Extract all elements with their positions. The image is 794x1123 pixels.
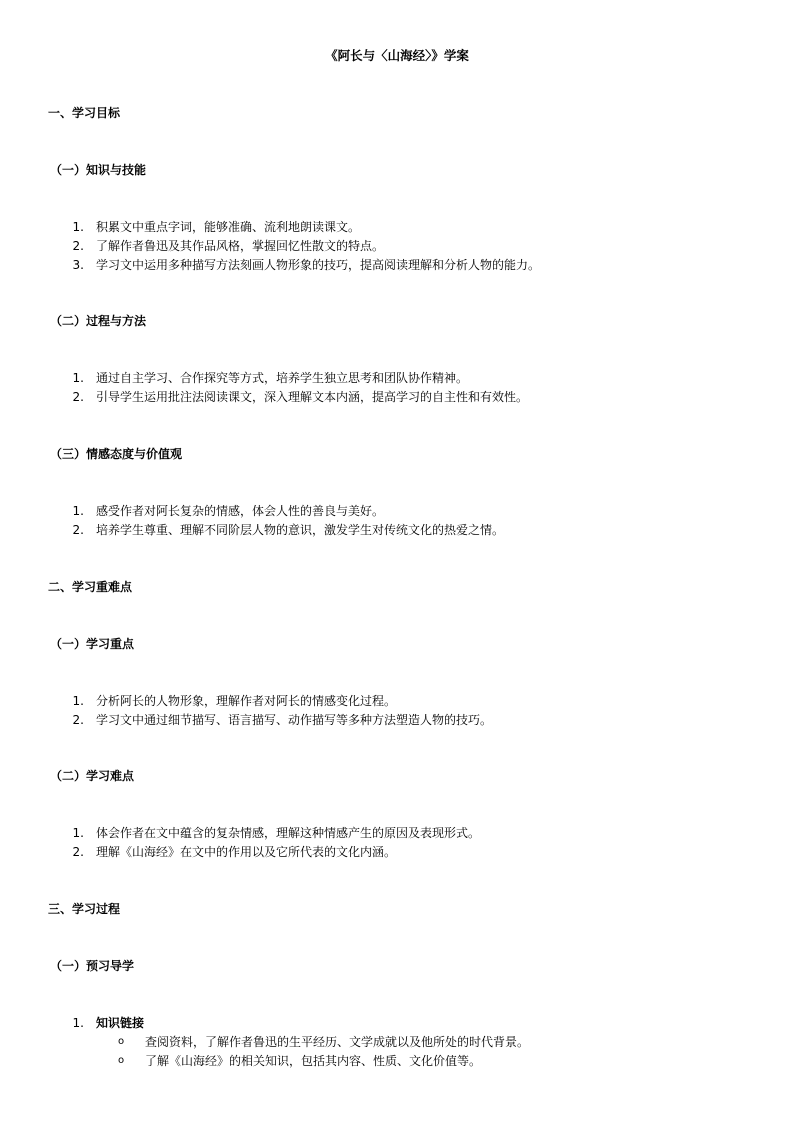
page-title: 《阿长与〈山海经〉》学案 [325,48,469,63]
list-number: 2. [72,845,84,859]
list-number: 2. [72,239,84,253]
list-item: 感受作者对阿长复杂的情感，体会人性的善良与美好。 [96,504,385,518]
list-item: 了解作者鲁迅及其作品风格，掌握回忆性散文的特点。 [96,239,385,253]
list-number: 3. [72,258,84,272]
section-3-heading: 三、学习过程 [48,902,121,916]
list-item: 理解《山海经》在文中的作用以及它所代表的文化内涵。 [96,845,397,859]
list-number: 2. [72,523,84,537]
section-1c-heading: （三）情感态度与价值观 [50,447,183,461]
list-number: 2. [72,390,84,404]
sub-list-item: 了解《山海经》的相关知识，包括其内容、性质、文化价值等。 [145,1054,482,1068]
list-item: 分析阿长的人物形象，理解作者对阿长的情感变化过程。 [96,694,397,708]
list-item: 引导学生运用批注法阅读课文，深入理解文本内涵，提高学习的自主性和有效性。 [96,390,529,404]
list-item: 培养学生尊重、理解不同阶层人物的意识，激发学生对传统文化的热爱之情。 [96,523,505,537]
section-1a-heading: （一）知识与技能 [50,163,147,177]
section-2b-heading: （二）学习难点 [50,769,135,783]
list-number: 1. [72,694,84,708]
section-2-heading: 二、学习重难点 [48,580,133,594]
list-item: 学习文中通过细节描写、语言描写、动作描写等多种方法塑造人物的技巧。 [96,713,493,727]
list-number: 1. [72,1016,84,1030]
list-number: 1. [72,826,84,840]
sub-list-item: 查阅资料，了解作者鲁迅的生平经历、文学成就以及他所处的时代背景。 [145,1035,530,1049]
list-number: 2. [72,713,84,727]
list-item: 积累文中重点字词，能够准确、流利地朗读课文。 [96,220,361,234]
list-item-title: 知识链接 [96,1016,145,1030]
bullet-icon: o [118,1055,125,1066]
section-2a-heading: （一）学习重点 [50,637,135,651]
list-number: 1. [72,371,84,385]
list-number: 1. [72,504,84,518]
section-3a-heading: （一）预习导学 [50,959,135,973]
bullet-icon: o [118,1036,125,1047]
list-item: 学习文中运用多种描写方法刻画人物形象的技巧，提高阅读理解和分析人物的能力。 [96,258,541,272]
list-number: 1. [72,220,84,234]
section-1-heading: 一、学习目标 [48,106,121,120]
list-item: 体会作者在文中蕴含的复杂情感，理解这种情感产生的原因及表现形式。 [96,826,481,840]
list-item: 通过自主学习、合作探究等方式，培养学生独立思考和团队协作精神。 [96,371,469,385]
section-1b-heading: （二）过程与方法 [50,314,147,328]
